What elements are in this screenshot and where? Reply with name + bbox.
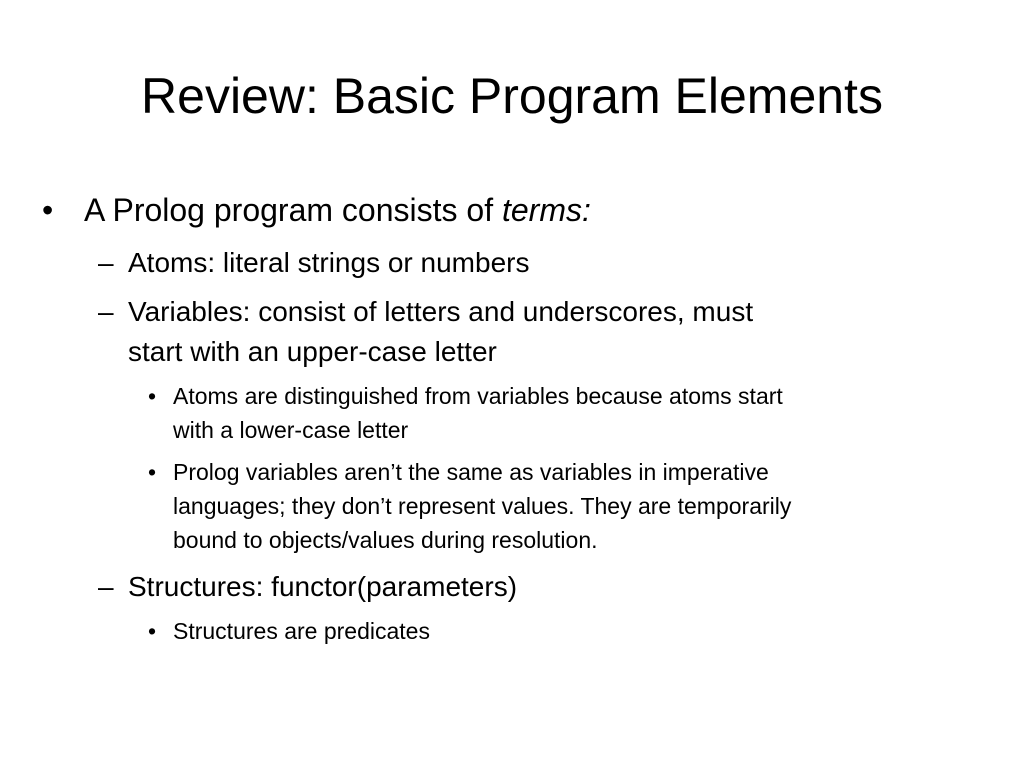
bullet-terms — [42, 191, 591, 229]
sub-sub-bullet-atoms-distinguished — [148, 379, 783, 413]
sub-sub-bullet-text-line3: bound to objects/values during resolution. — [173, 527, 598, 553]
bullet-marker: • — [148, 618, 157, 644]
sub-bullet-text: Atoms: literal strings or numbers — [128, 247, 530, 278]
sub-sub-bullet-prolog-variables — [148, 455, 769, 489]
sub-bullet-text-line2: start with an upper-case letter — [128, 336, 497, 367]
sub-sub-bullet-text-line1: Atoms are distinguished from variables because atoms start — [173, 383, 783, 409]
slide-title: Review: Basic Program Elements — [141, 68, 883, 124]
sub-sub-bullet-atoms-distinguished-cont — [173, 413, 408, 447]
dash-marker: – — [98, 247, 114, 278]
sub-bullet-variables-cont — [128, 332, 497, 372]
sub-bullet-text: Structures: functor(parameters) — [128, 571, 518, 602]
sub-sub-bullet-prolog-variables-cont2 — [173, 523, 598, 557]
sub-bullet-text-line1: Variables: consist of letters and underscores, must — [128, 296, 754, 327]
bullet-emphasis: terms: — [501, 192, 591, 228]
sub-sub-bullet-prolog-variables-cont1 — [173, 489, 791, 523]
sub-sub-bullet-text-line1: Prolog variables aren’t the same as variables in imperative — [173, 459, 769, 485]
sub-bullet-structures — [98, 567, 518, 607]
dash-marker: – — [98, 296, 114, 327]
bullet-marker: • — [148, 383, 157, 409]
bullet-marker: • — [148, 459, 157, 485]
sub-sub-bullet-text-line2: languages; they don’t represent values. They are temporarily — [173, 493, 792, 519]
bullet-marker: • — [42, 192, 54, 228]
sub-sub-bullet-text-line2: with a lower-case letter — [173, 417, 409, 443]
sub-bullet-atoms — [98, 243, 530, 283]
sub-sub-bullet-structures-predicates — [148, 614, 430, 648]
sub-bullet-variables — [98, 292, 754, 332]
bullet-text: A Prolog program consists of — [84, 192, 502, 228]
dash-marker: – — [98, 571, 114, 602]
sub-sub-bullet-text: Structures are predicates — [173, 618, 430, 644]
